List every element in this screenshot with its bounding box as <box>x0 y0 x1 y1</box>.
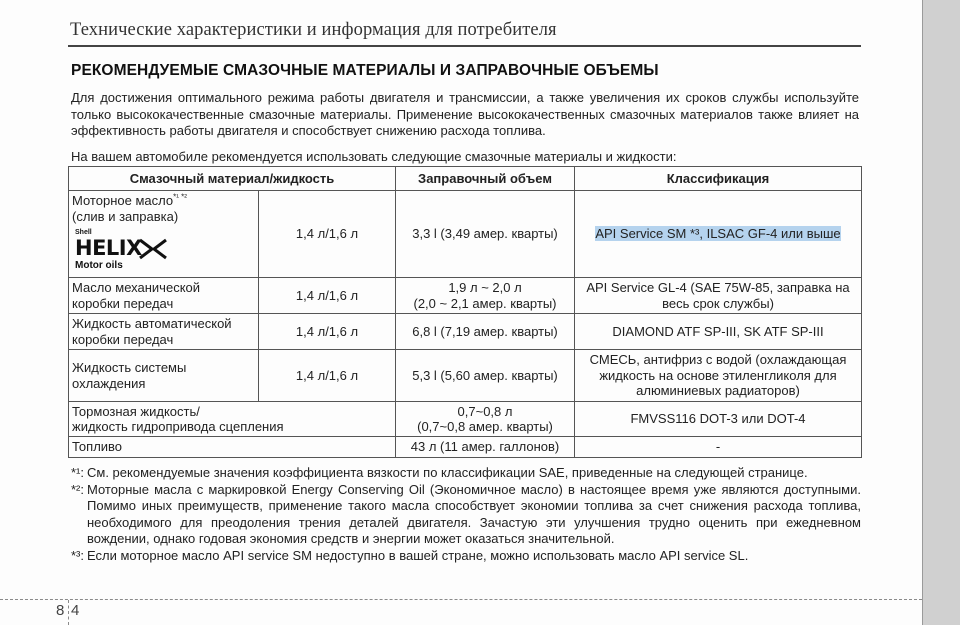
coolant-engine: 1,4 л/1,6 л <box>259 350 396 402</box>
engine-oil-name: Моторное масло <box>72 193 174 208</box>
footnote-2: *²: Моторные масла с маркировкой Energy Conserving Oil (Экономичное масло) в настоящее время уже являются доступными. Помимо иных преимуществ, применение такого масла способствует экономии топлива за счет снижения расхода топлива, необходимого для преодоления трения деталей двигателя. Зачастую эти улучшения трудно оценить при ежедневном вождении, однако годовая экономия средств и энергии может оказаться значительной. <box>71 482 861 546</box>
header-classification: Классификация <box>575 167 862 191</box>
table-row <box>69 437 862 458</box>
engine-oil-name-cell <box>69 191 259 278</box>
brake-volume-cell: 0,7~0,8 л (0,7~0,8 амер. кварты) <box>396 402 575 437</box>
fuel-volume: 43 л (11 амер. галлонов) <box>396 437 575 458</box>
manual-gearbox-volume-cell: 1,9 л ~ 2,0 л (2,0 ~ 2,1 амер. кварты) <box>396 278 575 314</box>
intro-paragraph: Для достижения оптимального режима работы двигателя и трансмиссии, а также увеличения их сроков службы используйте только высококачественные смазочные материалы. Применение высококачественных смазочных материалов также влияет на эффективность работы двигателя и способствует снижению расхода топлива. <box>71 90 859 138</box>
engine-oil-class-cell <box>575 191 862 278</box>
table-row <box>69 278 862 314</box>
footnote-1: *¹: См. рекомендуемые значения коэффициента вязкости по классификации SAE, приведенные на следующей странице. <box>71 465 808 480</box>
page-number: 4 <box>71 602 80 619</box>
shell-helix-logo: Shell HELIX Motor oils <box>72 229 182 277</box>
page-trim-line <box>0 599 922 600</box>
header-volume: Заправочный объем <box>396 167 575 191</box>
coolant-volume: 5,3 l (5,60 амер. кварты) <box>396 350 575 402</box>
fuel-class: - <box>575 437 862 458</box>
auto-gearbox-name-cell: Жидкость автоматической коробки передач <box>69 314 259 350</box>
coolant-class-cell: СМЕСЬ, антифриз с водой (охлаждающая жидкость на основе этиленгликоля для алюминиевых радиаторов) <box>575 350 862 402</box>
table-row <box>69 402 862 437</box>
table-header-row <box>69 167 862 191</box>
page-title: РЕКОМЕНДУЕМЫЕ СМАЗОЧНЫЕ МАТЕРИАЛЫ И ЗАПРАВОЧНЫЕ ОБЪЕМЫ <box>71 62 659 79</box>
manual-gearbox-engine: 1,4 л/1,6 л <box>259 278 396 314</box>
auto-gearbox-class: DIAMOND ATF SP-III, SK ATF SP-III <box>575 314 862 350</box>
auto-gearbox-volume: 6,8 l (7,19 амер. кварты) <box>396 314 575 350</box>
viewer-side-panel <box>923 0 960 625</box>
engine-oil-note: (слив и заправка) <box>72 208 179 224</box>
footnote-marks: *¹ *² <box>173 192 187 202</box>
fuel-name: Топливо <box>69 437 396 458</box>
engine-oil-volume: 3,3 l (3,49 амер. кварты) <box>396 191 575 278</box>
header-rule <box>68 45 861 47</box>
section-header: Технические характеристики и информация для потребителя <box>70 20 557 40</box>
coolant-name-cell: Жидкость системы охлаждения <box>69 350 259 402</box>
page-trim-vline <box>68 600 69 625</box>
auto-gearbox-engine: 1,4 л/1,6 л <box>259 314 396 350</box>
manual-gearbox-class-cell: API Service GL-4 (SAE 75W-85, заправка на весь срок службы) <box>575 278 862 314</box>
page-section-number: 8 <box>56 602 65 619</box>
helix-x-swoosh-icon <box>138 238 168 260</box>
footnote-3: *³: Если моторное масло API service SM недоступно в вашей стране, можно использовать масло API service SL. <box>71 548 749 564</box>
brake-class: FMVSS116 DOT-3 или DOT-4 <box>575 402 862 437</box>
table-lead-text: На вашем автомобиле рекомендуется использовать следующие смазочные материалы и жидкости: <box>71 149 677 164</box>
header-material: Смазочный материал/жидкость <box>69 167 396 191</box>
table-row <box>69 314 862 350</box>
manual-gearbox-name-cell: Масло механической коробки передач <box>69 278 259 314</box>
lubricants-table <box>68 166 862 458</box>
footnotes <box>71 465 861 565</box>
table-row <box>69 191 862 278</box>
engine-oil-class: API Service SM *³, ILSAC GF-4 или выше <box>595 226 841 242</box>
brake-name-cell: Тормозная жидкость/ жидкость гидропривода сцепления <box>69 402 396 437</box>
table-row <box>69 350 862 402</box>
engine-oil-engine: 1,4 л/1,6 л <box>259 191 396 278</box>
